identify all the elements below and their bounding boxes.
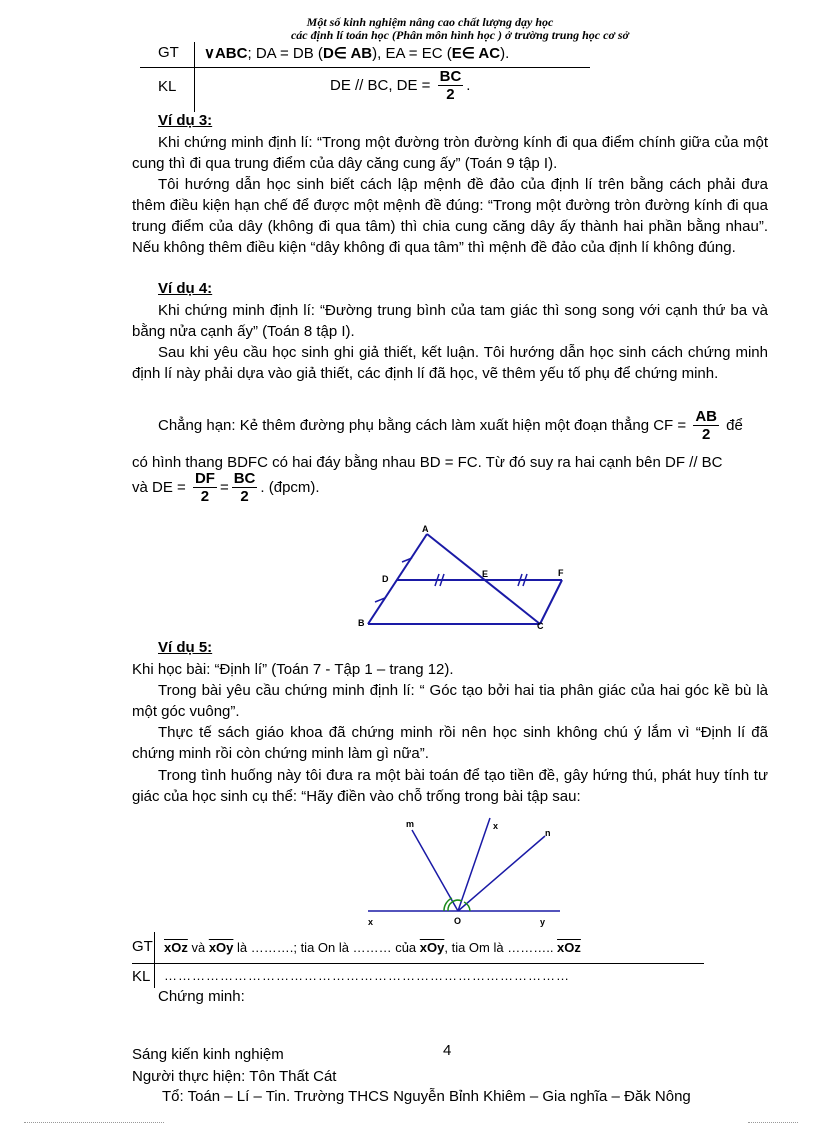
label-a: A [422,524,429,534]
kl2-label: KL [132,968,151,985]
kl2-dots: …………………………………………………………………………… [164,968,570,983]
footer-title: Sáng kiến kinh nghiệm [132,1046,284,1063]
example-4-title: Ví dụ 4: [158,280,213,297]
kl-label: KL [158,78,177,95]
footer-author: Người thực hiện: Tôn Thất Cát [132,1068,337,1085]
label-f: F [558,568,564,578]
label-d: D [382,574,389,584]
label-e: E [482,569,489,579]
example-5-title: Ví dụ 5: [158,639,213,656]
label-m: m [406,819,415,829]
example-5-paragraph-1: Khi học bài: “Định lí” (Toán 7 - Tập 1 – trang 12). [132,661,454,678]
label-x: x [368,917,374,927]
example-4-paragraph-5: và DE = $\frac{DF}{2}$ = $\frac{BC}{2}$ . (đpcm). [132,470,320,505]
example-4-paragraph-4: có hình thang BDFC có hai đáy bằng nhau BD = FC. Từ đó suy ra hai cạnh bên DF // BC [132,454,723,471]
example-3-title: Ví dụ 3: [158,112,213,129]
example-3-paragraph-2: Tôi hướng dẫn học sinh biết cách lập mệnh đề đảo của định lí trên bằng cách phải đưa thêm điều kiện hạn chế để được một mệnh đề đúng: “Trong một đường tròn đường kính đi qua trung điểm của dây (không đi qua tâm) thì chia cung căng dây ấy thành hai phần bằng nhau”. Nếu không thêm điều kiện “dây không đi qua tâm” thì mệnh đề đảo của định lí không đúng. [132,176,768,256]
example-4-paragraph-1: Khi chứng minh định lí: “Đường trung bình của tam giác thì song song với cạnh thứ ba và bằng nửa cạnh ấy” (Toán 8 tập I). [132,302,768,340]
gt2-content: $\overline{xOz}$ và $\overline{xOy}$ là ……….; tia On là ……… của $\overline{xOy}$, tia Om là ……….. $\overline{xOz}$ [164,940,581,955]
gtkl-table-2 [132,932,704,988]
gt-label: GT [158,44,179,61]
example-5-paragraph-3: Thực tế sách giáo khoa đã chứng minh rồi nên học sinh không chú ý lắm vì “Định lí đã chứng minh rồi còn chứng minh làm gì nữa”. [132,724,768,762]
label-x-ray: x [493,821,499,831]
label-n: n [545,828,551,838]
example-4-paragraph-2: Sau khi yêu cầu học sinh ghi giả thiết, kết luận. Tôi hướng dẫn học sinh cách chứng minh định lí này phải dựa vào giả thiết, các định lí đã học, vẽ thêm yếu tố phụ để chứng minh. [132,344,768,382]
example-3-paragraph-1: Khi chứng minh định lí: “Trong một đường tròn đường kính đi qua điểm chính giữa của một cung thì đi qua trung điểm của dây căng cung ấy” (Toán 9 tập I). [132,134,768,172]
example-5-paragraph-2: Trong bài yêu cầu chứng minh định lí: “ Góc tạo bởi hai tia phân giác của hai góc kề bù là một góc vuông”. [132,682,768,720]
gtkl-table-1 [140,40,590,112]
page-number: 4 [443,1042,452,1059]
label-o: O [454,916,462,926]
arc-3 [464,902,470,911]
proof-label: Chứng minh: [158,988,245,1005]
gt-content: ∨ABC; DA = DB (D∈ AB), EA = EC (E∈ AC). [204,45,510,62]
segment-fc [540,580,562,624]
example-4-paragraph-3: Chẳng hạn: Kẻ thêm đường phụ bằng cách làm xuất hiện một đoạn thẳng CF = $\frac{AB}{2}$ để [158,408,743,443]
header-line-2: các định lí toán học (Phân môn hình học ) ở trường trung học cơ sở [290,28,629,42]
header-line-1: Một số kinh nghiệm nâng cao chất lượng dạy học [306,15,554,29]
label-y: y [540,917,546,927]
footer-org: Tổ: Toán – Lí – Tin. Trường THCS Nguyễn Bỉnh Khiêm – Gia nghĩa – Đăk Nông [162,1088,691,1105]
label-b: B [358,618,365,628]
label-c: C [537,621,544,631]
triangle-figure [350,520,590,635]
example-5-paragraph-4: Trong tình huống này tôi đưa ra một bài toán để tạo tiền đề, gây hứng thú, phát huy tính tư giác của học sinh cụ thể: “Hãy điền vào chỗ trống trong bài tập sau: [132,767,768,805]
gt2-label: GT [132,938,153,955]
kl-content: DE // BC, DE = $\frac{BC}{2}$ . [330,68,471,103]
angle-figure [360,812,570,932]
